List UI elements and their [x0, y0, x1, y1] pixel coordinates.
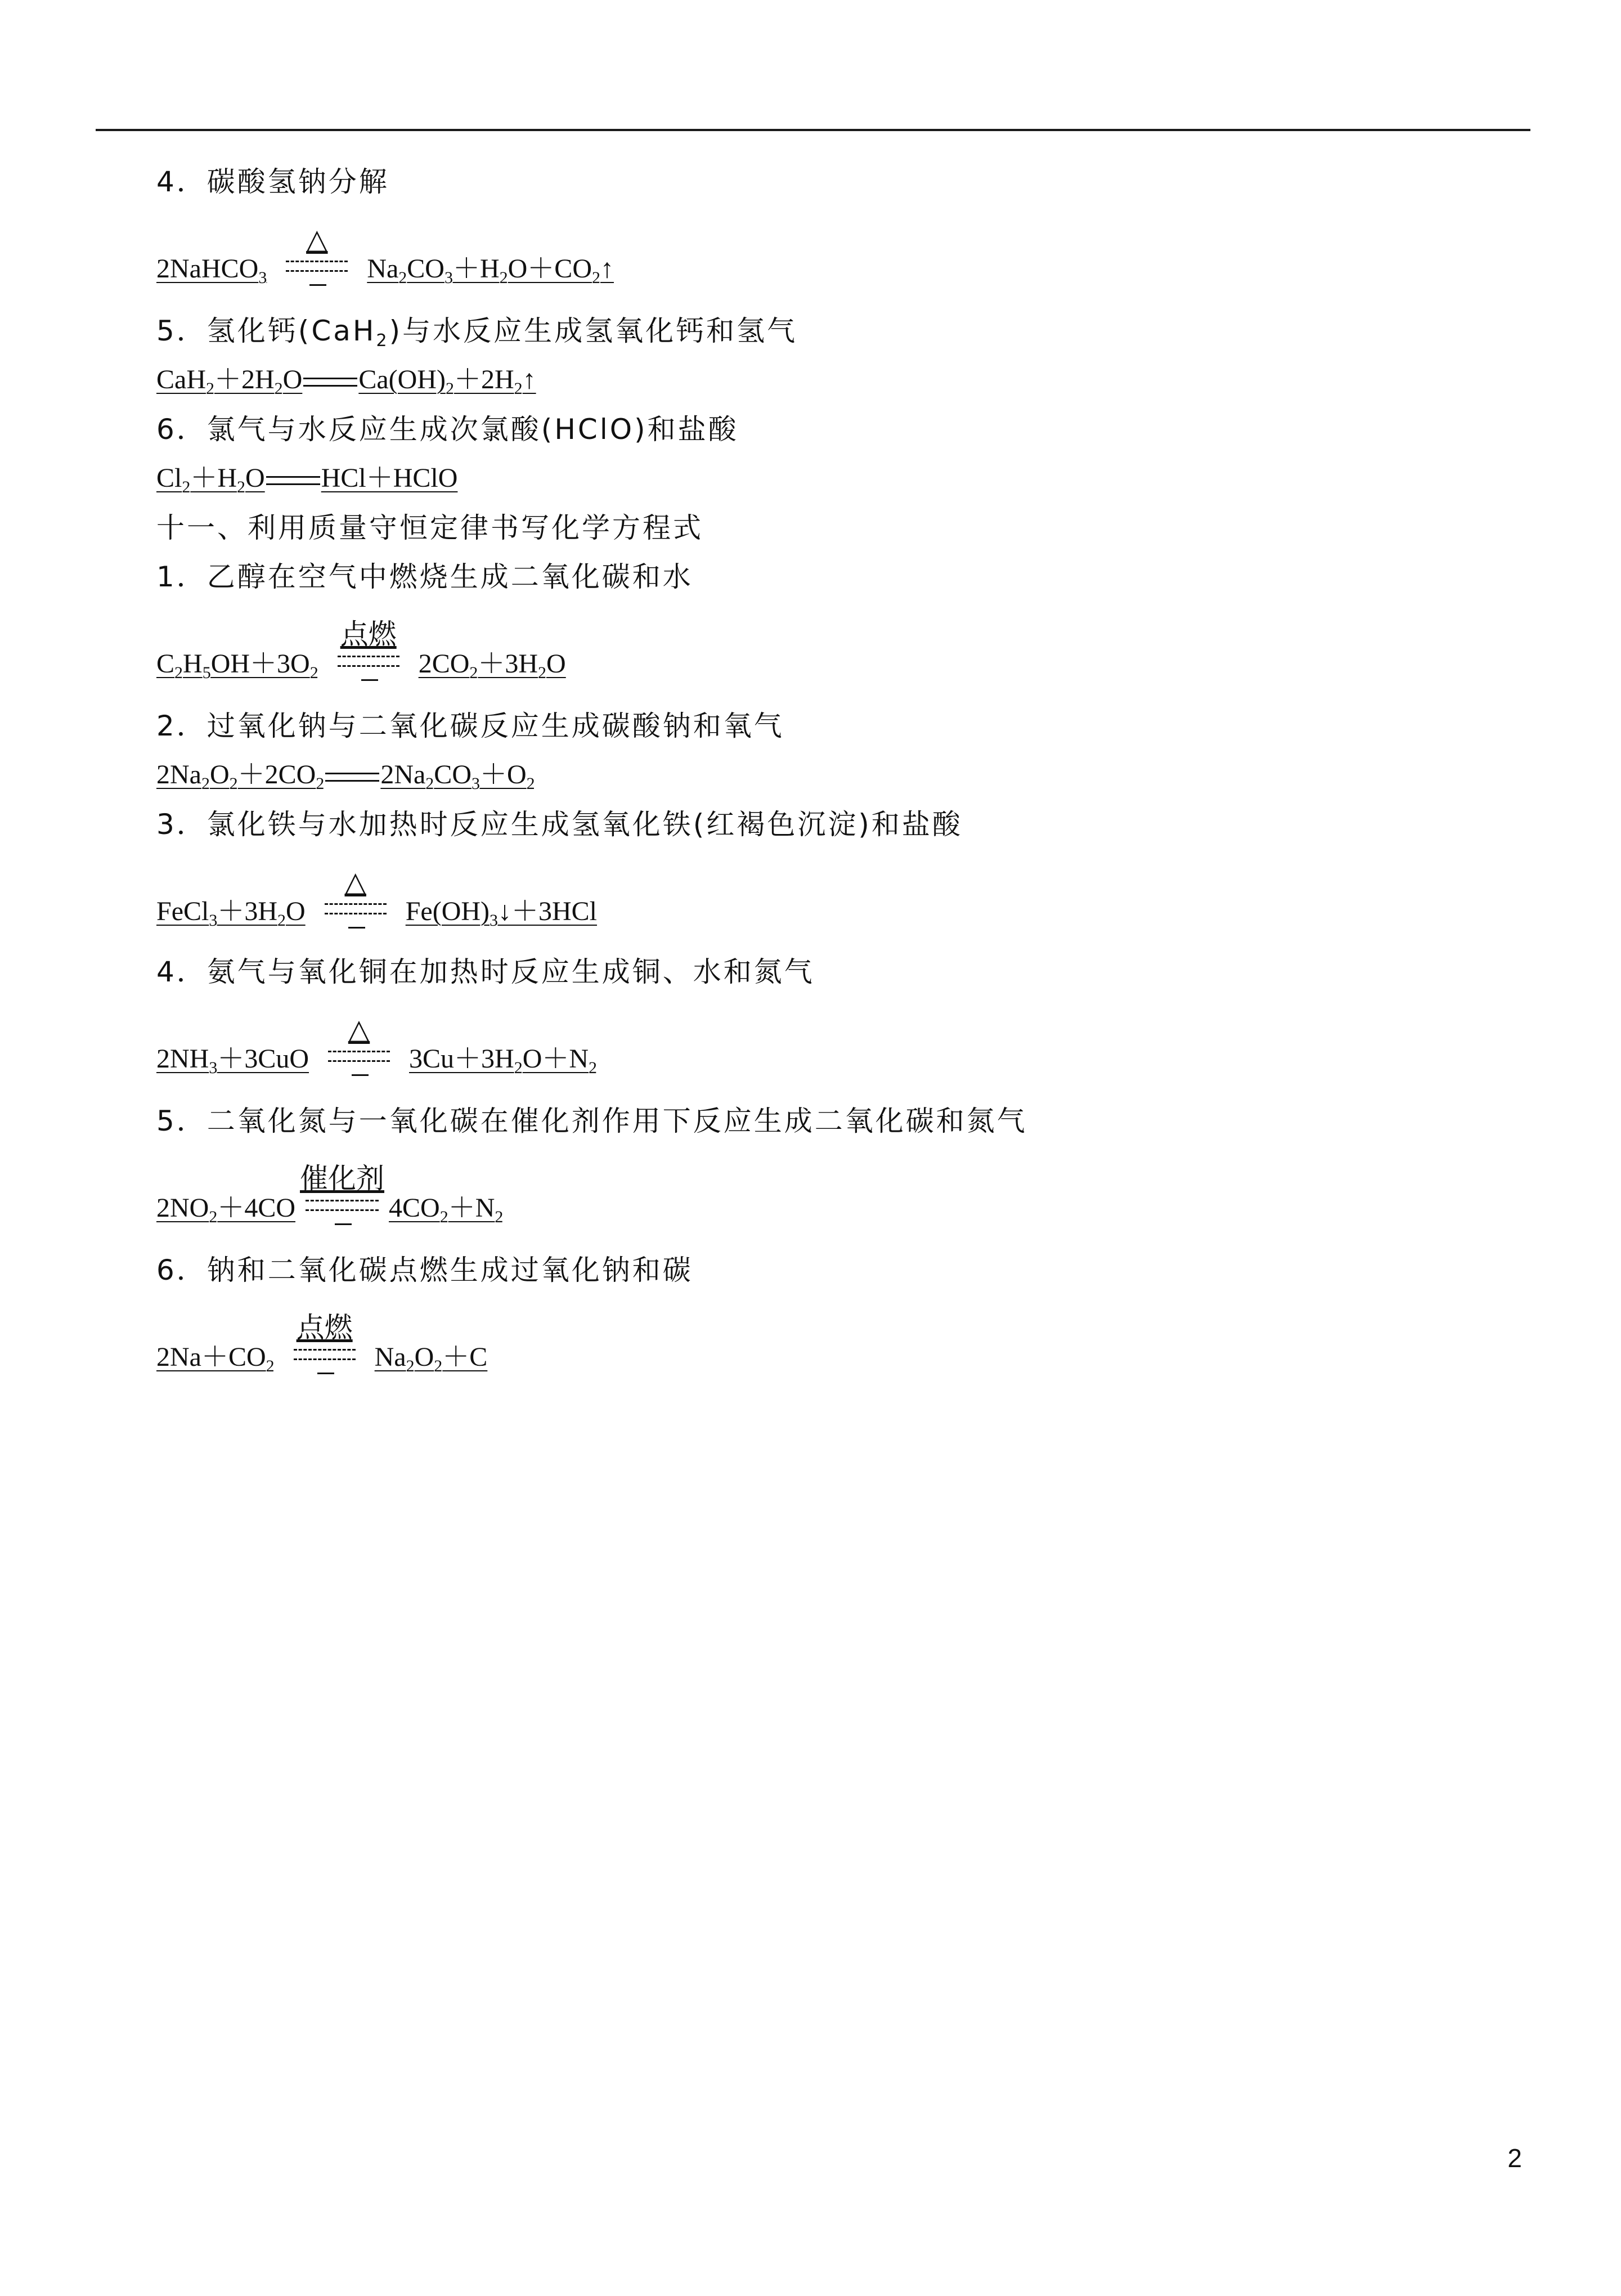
equation: $C_2H_5OH+3O_2$ 点燃 $2CO_2+3H_2O$	[156, 618, 566, 682]
item-heading: 5．氢化钙(CaH$_2$)与水反应生成氢氧化钙和氢气	[156, 315, 798, 351]
equation: $2Na_2O_2+2CO_2$ $2Na_2CO_3+O_2$	[156, 760, 535, 793]
section-title: 十一、利用质量守恒定律书写化学方程式	[156, 512, 703, 544]
item-heading: 1．乙醇在空气中燃烧生成二氧化碳和水	[156, 560, 693, 593]
equation: $2NH_3+3CuO$ △ $3Cu+3H_2O+N_2$	[156, 1013, 598, 1077]
reaction-condition	[288, 1311, 361, 1366]
equation: $FeCl_3+3H_2O$ △ $Fe(OH)_3↓+3HCl$	[156, 866, 598, 930]
reaction-condition	[319, 866, 392, 920]
equation: $Cl_2+H_2O$ HCl＋HClO	[156, 463, 458, 496]
header-rule	[96, 129, 1530, 131]
reaction-condition	[322, 1013, 396, 1068]
heat-symbol: △	[348, 1013, 370, 1046]
reaction-condition	[300, 1162, 385, 1217]
heat-symbol: △	[344, 866, 366, 898]
reaction-condition	[280, 223, 353, 277]
page-number: 2	[1507, 2143, 1522, 2173]
reaction-condition	[332, 618, 405, 672]
equation: $2Na+CO_2$ 点燃 $Na_2O_2+C$	[156, 1311, 488, 1375]
item-heading: 3．氯化铁与水加热时反应生成氢氧化铁(红褐色沉淀)和盐酸	[156, 808, 963, 841]
item-heading: 6．氯气与水反应生成次氯酸(HClO)和盐酸	[156, 413, 739, 446]
catalyst-label: 催化剂	[300, 1162, 385, 1195]
item-heading: 4．碳酸氢钠分解	[156, 165, 389, 198]
item-heading: 6．钠和二氧化碳点燃生成过氧化钠和碳	[156, 1254, 693, 1286]
item-heading: 2．过氧化钠与二氧化碳反应生成碳酸钠和氧气	[156, 710, 784, 742]
ignite-label: 点燃	[340, 618, 397, 651]
equation: 2NaHCO$_3$ △ $Na_2CO_3+H_2O+CO_2↑$	[156, 223, 614, 287]
equation: $2NO_2+4CO$ 催化剂 $4CO_2+N_2$	[156, 1162, 504, 1226]
item-heading: 4．氨气与氧化铜在加热时反应生成铜、水和氮气	[156, 956, 815, 988]
item-heading: 5．二氧化氮与一氧化碳在催化剂作用下反应生成二氧化碳和氮气	[156, 1105, 1027, 1137]
heat-symbol: △	[306, 223, 328, 255]
ignite-label: 点燃	[296, 1311, 353, 1344]
equation: $CaH_2+2H_2O$ $Ca(OH)_2+2H_2↑$	[156, 365, 536, 398]
